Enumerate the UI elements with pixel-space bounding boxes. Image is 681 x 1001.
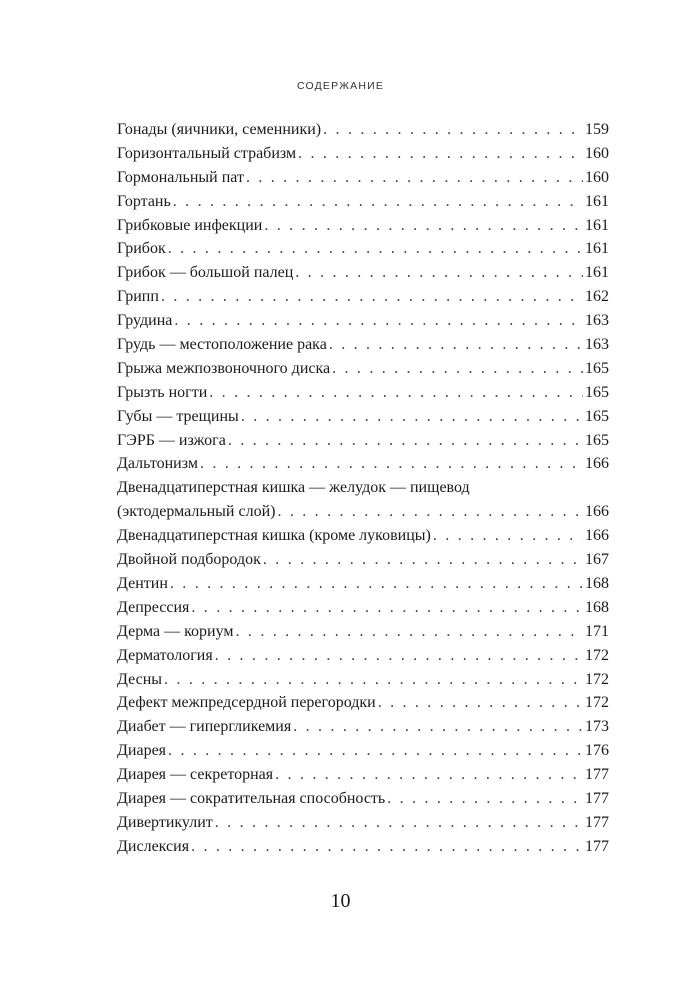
dot-leader	[215, 811, 583, 835]
toc-entry-page: 160	[585, 168, 609, 186]
toc-entry	[117, 285, 609, 309]
dot-leader	[433, 524, 583, 548]
toc-entry-page: 159	[585, 121, 609, 138]
dot-leader	[168, 237, 583, 261]
toc-entry-page: 165	[585, 407, 609, 425]
dot-leader	[209, 381, 583, 405]
toc-entry-title: Диарея — секреторная	[117, 766, 274, 784]
dot-leader	[191, 596, 583, 620]
dot-leader	[174, 309, 583, 333]
toc-entry-title: Депрессия	[117, 598, 190, 616]
toc-entry	[117, 261, 609, 285]
dot-leader	[168, 739, 583, 763]
toc-entry-page: 168	[585, 574, 609, 592]
toc-entry-page: 172	[585, 694, 609, 712]
dot-leader	[332, 357, 583, 381]
toc-entry	[117, 214, 609, 238]
toc-entry-page: 163	[585, 336, 609, 354]
toc-entry-title: Диабет — гипергликемия	[117, 718, 292, 736]
dot-leader	[263, 548, 583, 572]
toc-entry-title: Грызть ногти	[117, 383, 208, 401]
dot-leader	[298, 142, 583, 166]
toc-entry-title: Грудина	[117, 312, 173, 330]
toc-entry-title-line1: Двенадцатиперстная кишка — желудок — пищевод	[117, 479, 470, 497]
toc-entry-page: 176	[585, 742, 609, 760]
toc-entry-page: 166	[585, 527, 609, 545]
toc-entry-title: Грибок	[117, 240, 166, 258]
toc-entry	[117, 118, 609, 142]
dot-leader	[170, 572, 583, 596]
running-head: СОДЕРЖАНИЕ	[296, 80, 385, 92]
toc-entry	[117, 715, 609, 739]
toc-entry-page: 160	[585, 144, 609, 162]
dot-leader	[387, 787, 583, 811]
toc-entry-page: 161	[585, 264, 609, 282]
toc-entry-title: Гормональный пат	[117, 168, 244, 186]
toc-entry	[117, 357, 609, 381]
toc-entry	[117, 835, 609, 859]
dot-leader	[241, 405, 583, 429]
dot-leader	[200, 452, 583, 476]
toc-entry	[117, 691, 609, 715]
toc-entry-title: Грибок — большой палец	[117, 264, 294, 282]
toc-entry	[117, 548, 609, 572]
toc-entry-title: Грудь — местоположение рака	[117, 336, 327, 354]
toc-entry-title: Грибковые инфекции	[117, 216, 263, 234]
dot-leader	[215, 644, 583, 668]
toc-entry-page: 173	[585, 718, 609, 736]
toc-entry-title: Губы — трещины	[117, 407, 239, 425]
toc-entry-page: 171	[585, 622, 609, 640]
toc-entry-title: Двойной подбородок	[117, 551, 261, 569]
toc-entry	[117, 668, 609, 692]
toc-entry-page: 165	[585, 359, 609, 377]
toc-entry-title: Дислексия	[117, 837, 190, 855]
toc-entry-page: 177	[585, 789, 609, 807]
toc-entry-title: Горизонтальный страбизм	[117, 144, 297, 162]
toc-entry	[117, 524, 609, 548]
toc-entry-title: Диарея — сократительная способность	[117, 789, 386, 807]
toc-entry	[117, 787, 609, 811]
toc-entry-title: Дальтонизм	[117, 455, 198, 473]
toc-entry-page: 177	[585, 766, 609, 784]
toc-entry-title: Дерматология	[117, 646, 213, 664]
toc-entry	[117, 452, 609, 476]
toc-entry-title: Дивертикулит	[117, 813, 213, 831]
toc-entry-page: 177	[585, 837, 609, 855]
dot-leader	[164, 668, 583, 692]
dot-leader	[161, 285, 583, 309]
toc-entry	[117, 166, 609, 190]
dot-leader	[378, 691, 583, 715]
table-of-contents	[117, 118, 609, 859]
toc-entry-page: 166	[585, 455, 609, 473]
toc-entry	[117, 237, 609, 261]
toc-entry	[117, 644, 609, 668]
dot-leader	[277, 500, 583, 524]
dot-leader	[191, 835, 583, 859]
toc-entry-title: Грыжа межпозвоночного диска	[117, 359, 331, 377]
toc-entry-page: 161	[585, 240, 609, 258]
toc-entry-title: Грипп	[117, 288, 159, 306]
dot-leader	[295, 261, 583, 285]
toc-entry-title: Дерма — кориум	[117, 622, 234, 640]
toc-entry-title-line2: (эктодермальный слой)	[117, 503, 276, 521]
toc-entry-page: 166	[585, 503, 609, 521]
toc-entry-title: Диарея	[117, 742, 167, 760]
toc-entry	[117, 476, 609, 524]
toc-entry	[117, 381, 609, 405]
toc-entry	[117, 811, 609, 835]
page-number: 10	[330, 890, 351, 912]
toc-entry	[117, 429, 609, 453]
toc-entry-page: 161	[585, 216, 609, 234]
dot-leader	[293, 715, 583, 739]
toc-entry-page: 177	[585, 813, 609, 831]
toc-entry-title: Двенадцатиперстная кишка (кроме луковицы)	[117, 527, 431, 545]
dot-leader	[173, 190, 583, 214]
toc-entry-title: Дентин	[117, 574, 168, 592]
toc-entry	[117, 142, 609, 166]
toc-entry-page: 172	[585, 646, 609, 664]
toc-entry	[117, 190, 609, 214]
dot-leader	[236, 620, 583, 644]
toc-entry-title: ГЭРБ — изжога	[117, 431, 226, 449]
toc-entry-page: 161	[585, 192, 609, 210]
toc-entry-page: 165	[585, 431, 609, 449]
dot-leader	[329, 333, 583, 357]
toc-entry-page: 168	[585, 598, 609, 616]
toc-entry-page: 172	[585, 670, 609, 688]
toc-entry-page: 162	[585, 288, 609, 306]
toc-entry	[117, 405, 609, 429]
toc-entry	[117, 596, 609, 620]
toc-entry	[117, 763, 609, 787]
toc-entry-page: 167	[585, 551, 609, 569]
dot-leader	[323, 118, 583, 142]
dot-leader	[246, 166, 583, 190]
toc-entry-title: Гортань	[117, 192, 171, 210]
toc-entry	[117, 739, 609, 763]
toc-entry-title: Десны	[117, 670, 163, 688]
toc-entry	[117, 333, 609, 357]
toc-entry-title: Дефект межпредсердной перегородки	[117, 694, 376, 712]
toc-entry-title: Гонады (яичники, семенники)	[117, 121, 322, 138]
dot-leader	[275, 763, 583, 787]
dot-leader	[228, 429, 583, 453]
toc-entry-page: 163	[585, 312, 609, 330]
dot-leader	[264, 214, 583, 238]
toc-entry	[117, 620, 609, 644]
toc-entry-page: 165	[585, 383, 609, 401]
toc-entry	[117, 572, 609, 596]
toc-entry	[117, 309, 609, 333]
